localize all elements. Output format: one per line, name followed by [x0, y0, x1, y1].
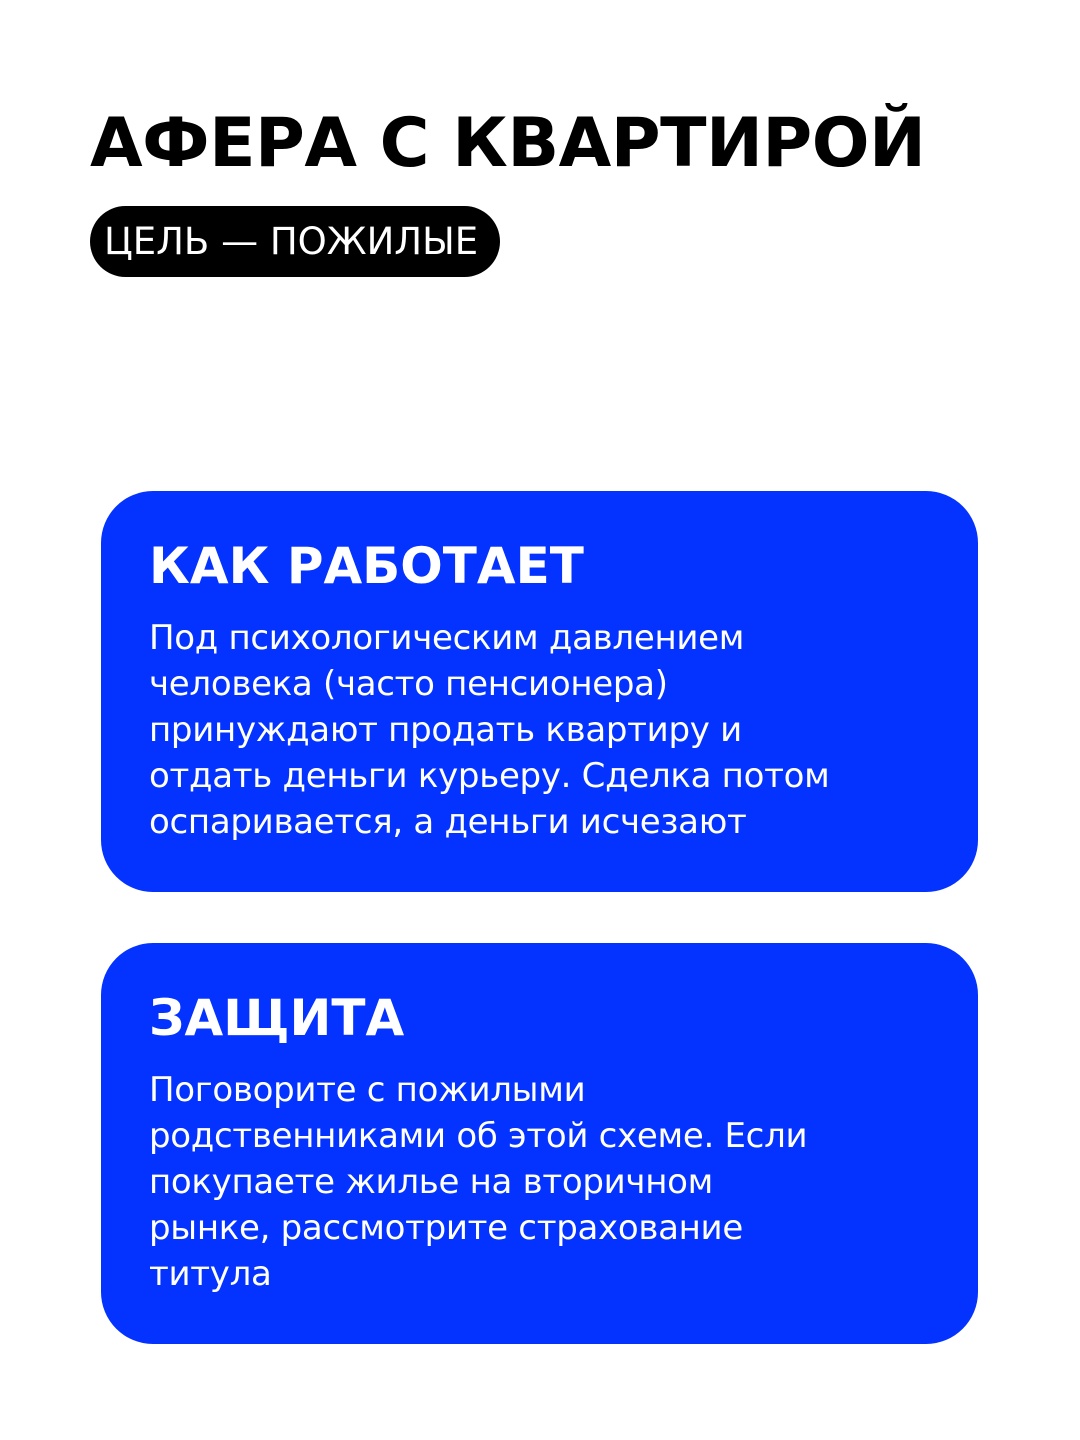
card-body-line: человека (часто пенсионера): [149, 664, 668, 704]
card-heading: ЗАЩИТА: [149, 989, 405, 1047]
page-title: АФЕРА С КВАРТИРОЙ: [90, 104, 926, 183]
card-body-line: родственниками об этой схеме. Если: [149, 1116, 808, 1156]
card-body-line: принуждают продать квартиру и: [149, 710, 742, 750]
card-body-line: оспаривается, а деньги исчезают: [149, 802, 747, 842]
target-badge: ЦЕЛЬ — ПОЖИЛЫЕ: [90, 206, 500, 277]
card-body-line: рынке, рассмотрите страхование: [149, 1208, 743, 1248]
how-it-works-card: [101, 491, 978, 892]
card-body: [149, 615, 939, 845]
protection-card: [101, 943, 978, 1344]
card-body: [149, 1067, 939, 1297]
card-body-line: покупаете жилье на вторичном: [149, 1162, 713, 1202]
card-body-line: отдать деньги курьеру. Сделка потом: [149, 756, 830, 796]
card-body-line: Под психологическим давлением: [149, 618, 745, 658]
card-heading: КАК РАБОТАЕТ: [149, 537, 584, 595]
card-body-line: Поговорите с пожилыми: [149, 1070, 586, 1110]
card-body-line: титула: [149, 1254, 272, 1294]
